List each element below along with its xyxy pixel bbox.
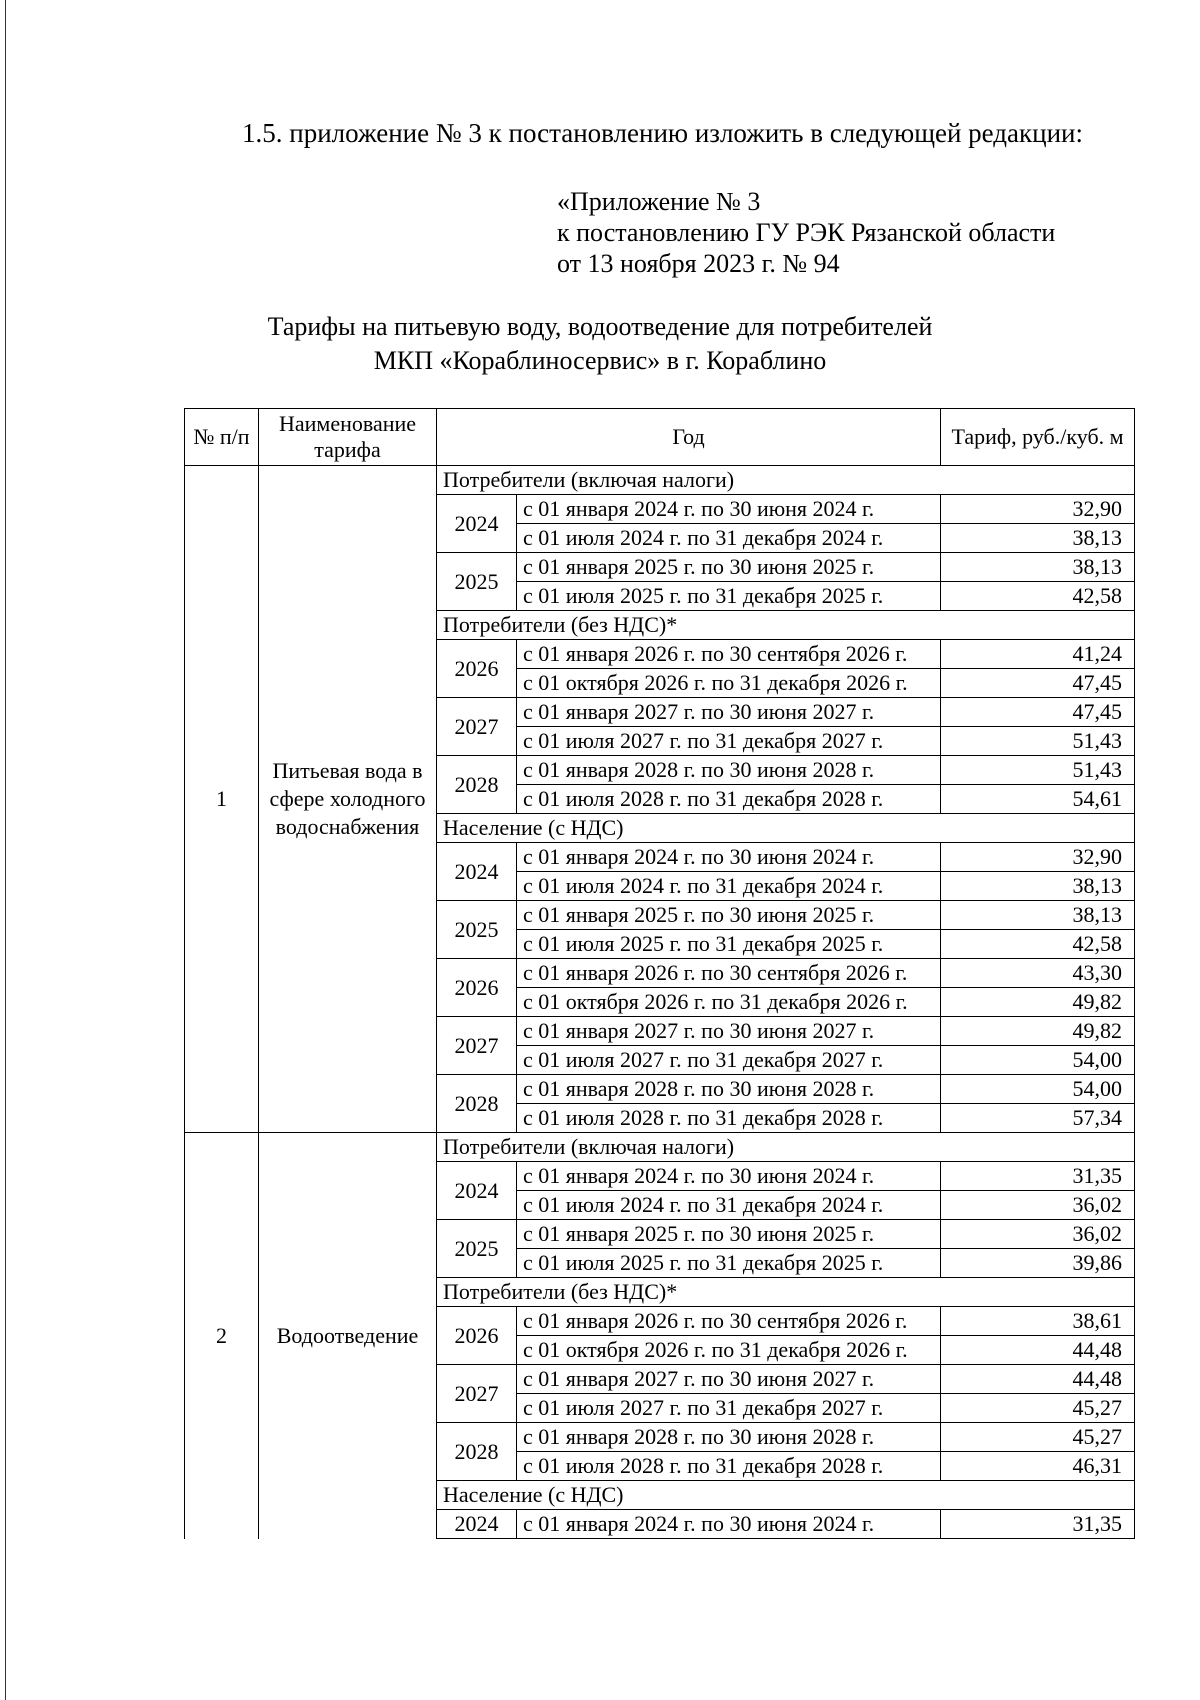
year-cell: 2024 [437, 1510, 517, 1539]
tariff-value-cell: 42,58 [941, 930, 1135, 959]
scan-edge-line [5, 0, 6, 1700]
year-cell: 2028 [437, 756, 517, 814]
group-number: 2 [185, 1133, 259, 1539]
period-cell: с 01 октября 2026 г. по 31 декабря 2026 г. [517, 1336, 941, 1365]
year-cell: 2025 [437, 553, 517, 611]
tariff-value-cell: 32,90 [941, 843, 1135, 872]
period-cell: с 01 января 2025 г. по 30 июня 2025 г. [517, 553, 941, 582]
period-cell: с 01 января 2028 г. по 30 июня 2028 г. [517, 756, 941, 785]
tariff-value-cell: 47,45 [941, 698, 1135, 727]
section-title: Потребители (включая налоги) [437, 466, 1135, 495]
period-cell: с 01 января 2024 г. по 30 июня 2024 г. [517, 495, 941, 524]
tariff-value-cell: 41,24 [941, 640, 1135, 669]
tariff-value-cell: 49,82 [941, 988, 1135, 1017]
year-cell: 2027 [437, 1017, 517, 1075]
period-cell: с 01 января 2028 г. по 30 июня 2028 г. [517, 1423, 941, 1452]
tariff-value-cell: 43,30 [941, 959, 1135, 988]
group-number: 1 [185, 466, 259, 1133]
tariff-value-cell: 38,13 [941, 524, 1135, 553]
tariff-value-cell: 44,48 [941, 1336, 1135, 1365]
tariff-value-cell: 38,13 [941, 553, 1135, 582]
group-name: Питьевая вода в сфере холодного водоснабжения [259, 466, 437, 1133]
header-tariff: Тариф, руб./куб. м [941, 409, 1135, 466]
year-cell: 2028 [437, 1075, 517, 1133]
section-title: Потребители (без НДС)* [437, 1278, 1135, 1307]
tariff-value-cell: 44,48 [941, 1365, 1135, 1394]
section-row [185, 1133, 1135, 1162]
period-cell: с 01 января 2027 г. по 30 июня 2027 г. [517, 1365, 941, 1394]
tariff-value-cell: 47,45 [941, 669, 1135, 698]
section-title: Потребители (без НДС)* [437, 611, 1135, 640]
period-cell: с 01 июля 2025 г. по 31 декабря 2025 г. [517, 930, 941, 959]
period-cell: с 01 января 2028 г. по 30 июня 2028 г. [517, 1075, 941, 1104]
tariff-value-cell: 54,61 [941, 785, 1135, 814]
period-cell: с 01 июля 2024 г. по 31 декабря 2024 г. [517, 872, 941, 901]
period-cell: с 01 июля 2028 г. по 31 декабря 2028 г. [517, 1104, 941, 1133]
year-cell: 2027 [437, 1365, 517, 1423]
year-cell: 2028 [437, 1423, 517, 1481]
tariff-value-cell: 31,35 [941, 1510, 1135, 1539]
section-title: Потребители (включая налоги) [437, 1133, 1135, 1162]
period-cell: с 01 января 2026 г. по 30 сентября 2026 г. [517, 1307, 941, 1336]
year-cell: 2024 [437, 843, 517, 901]
tariff-value-cell: 38,13 [941, 901, 1135, 930]
section-title: Население (с НДС) [437, 814, 1135, 843]
tariff-value-cell: 39,86 [941, 1249, 1135, 1278]
table-header-row [185, 409, 1135, 466]
year-cell: 2024 [437, 495, 517, 553]
period-cell: с 01 января 2024 г. по 30 июня 2024 г. [517, 1162, 941, 1191]
section-row [185, 466, 1135, 495]
year-cell: 2025 [437, 1220, 517, 1278]
tariff-value-cell: 38,61 [941, 1307, 1135, 1336]
period-cell: с 01 июля 2025 г. по 31 декабря 2025 г. [517, 1249, 941, 1278]
tariff-value-cell: 54,00 [941, 1075, 1135, 1104]
period-cell: с 01 января 2026 г. по 30 сентября 2026 г. [517, 640, 941, 669]
period-cell: с 01 июля 2025 г. по 31 декабря 2025 г. [517, 582, 941, 611]
tariff-value-cell: 54,00 [941, 1046, 1135, 1075]
title-line-2: МКП «Кораблиносервис» в г. Кораблино [373, 346, 827, 375]
period-cell: с 01 января 2025 г. по 30 июня 2025 г. [517, 1220, 941, 1249]
year-cell: 2024 [437, 1162, 517, 1220]
section-title: Население (с НДС) [437, 1481, 1135, 1510]
tariff-value-cell: 51,43 [941, 756, 1135, 785]
tariff-value-cell: 36,02 [941, 1220, 1135, 1249]
tariff-value-cell: 31,35 [941, 1162, 1135, 1191]
year-cell: 2026 [437, 959, 517, 1017]
tariff-value-cell: 51,43 [941, 727, 1135, 756]
tariff-value-cell: 46,31 [941, 1452, 1135, 1481]
group-name: Водоотведение [259, 1133, 437, 1539]
period-cell: с 01 июля 2027 г. по 31 декабря 2027 г. [517, 1046, 941, 1075]
period-cell: с 01 января 2024 г. по 30 июня 2024 г. [517, 1510, 941, 1539]
document-title [180, 310, 1020, 378]
year-cell: 2026 [437, 1307, 517, 1365]
tariff-value-cell: 38,13 [941, 872, 1135, 901]
period-cell: с 01 января 2024 г. по 30 июня 2024 г. [517, 843, 941, 872]
period-cell: с 01 января 2025 г. по 30 июня 2025 г. [517, 901, 941, 930]
tariff-value-cell: 57,34 [941, 1104, 1135, 1133]
period-cell: с 01 октября 2026 г. по 31 декабря 2026 г. [517, 988, 941, 1017]
intro-paragraph: 1.5. приложение № 3 к постановлению изложить в следующей редакции: [242, 118, 1083, 148]
year-cell: 2026 [437, 640, 517, 698]
header-num: № п/п [185, 409, 259, 466]
appendix-heading [557, 186, 1055, 279]
period-cell: с 01 октября 2026 г. по 31 декабря 2026 г. [517, 669, 941, 698]
period-cell: с 01 июля 2028 г. по 31 декабря 2028 г. [517, 1452, 941, 1481]
period-cell: с 01 января 2027 г. по 30 июня 2027 г. [517, 698, 941, 727]
period-cell: с 01 января 2027 г. по 30 июня 2027 г. [517, 1017, 941, 1046]
period-cell: с 01 июля 2024 г. по 31 декабря 2024 г. [517, 524, 941, 553]
period-cell: с 01 июля 2027 г. по 31 декабря 2027 г. [517, 727, 941, 756]
appendix-line-2: к постановлению ГУ РЭК Рязанской области [557, 218, 1056, 247]
appendix-line-1: «Приложение № 3 [557, 187, 761, 216]
appendix-line-3: от 13 ноября 2023 г. № 94 [557, 249, 840, 278]
header-name: Наименование тарифа [259, 409, 437, 466]
table-body [185, 466, 1135, 1539]
year-cell: 2025 [437, 901, 517, 959]
year-cell: 2027 [437, 698, 517, 756]
tariff-value-cell: 45,27 [941, 1423, 1135, 1452]
period-cell: с 01 июля 2028 г. по 31 декабря 2028 г. [517, 785, 941, 814]
title-line-1: Тарифы на питьевую воду, водоотведение для потребителей [267, 312, 933, 341]
tariff-value-cell: 42,58 [941, 582, 1135, 611]
tariff-value-cell: 45,27 [941, 1394, 1135, 1423]
tariff-value-cell: 32,90 [941, 495, 1135, 524]
tariff-table [184, 408, 1135, 1539]
period-cell: с 01 июля 2027 г. по 31 декабря 2027 г. [517, 1394, 941, 1423]
tariff-value-cell: 49,82 [941, 1017, 1135, 1046]
period-cell: с 01 июля 2024 г. по 31 декабря 2024 г. [517, 1191, 941, 1220]
header-year: Год [437, 409, 941, 466]
period-cell: с 01 января 2026 г. по 30 сентября 2026 г. [517, 959, 941, 988]
tariff-value-cell: 36,02 [941, 1191, 1135, 1220]
